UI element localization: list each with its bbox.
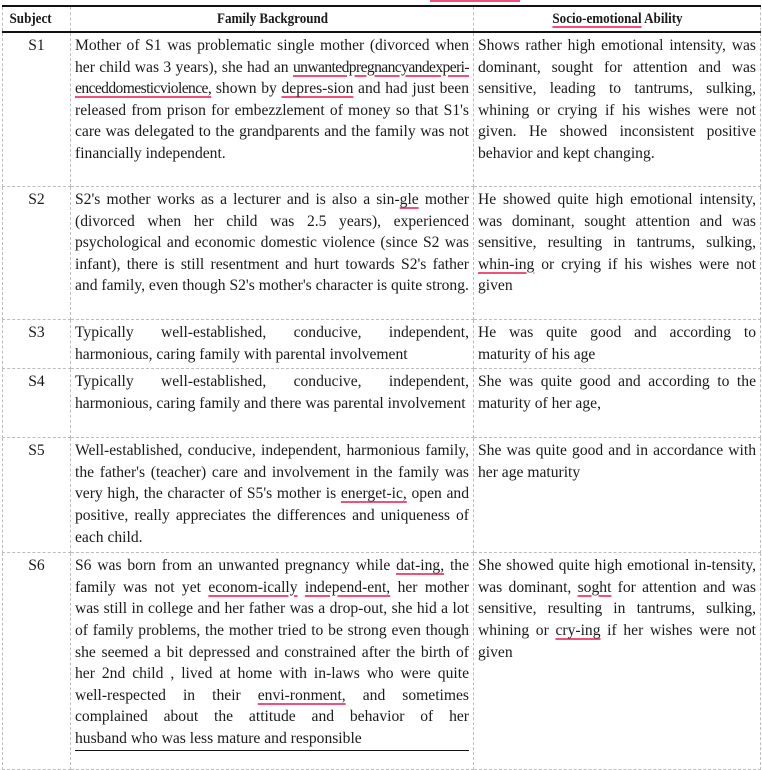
misspelled-word: cry-ing — [555, 621, 601, 639]
text-segment: open and positive, really appreciates the differences and uniqueness of each child. — [75, 485, 469, 546]
family-background-cell — [71, 369, 474, 438]
header-row — [3, 6, 761, 32]
text-segment: She was quite good and in accordance with her age maturity — [478, 442, 756, 481]
spellcheck-underline-mark — [430, 0, 520, 2]
subject-cell: S5 — [3, 438, 71, 553]
text-segment: and had just been released from prison for embezzlement of money so that S1's care was delegated to the grandparents and the family was not financially independent. — [75, 80, 470, 162]
text-segment: He showed quite high emotional intensity, was dominant, sought attention and was sensitive, resulting in tantrums, sulking, — [478, 191, 756, 252]
table-row — [3, 553, 761, 770]
socio-emotional-cell — [474, 553, 761, 770]
text-segment: or crying if his wishes were not given — [478, 255, 756, 295]
text-segment-last-line: husband who was less mature and responsible — [75, 728, 469, 751]
misspelled-word: econom-ically — [208, 578, 298, 596]
misspelled-word: soght — [577, 578, 612, 596]
text-segment: Typically well-established, conducive, independent, harmonious, caring family with parental involvement — [75, 324, 469, 363]
text-segment: for attention and was sensitive, resulting in tantrums, sulking, whining or — [478, 578, 757, 639]
text-segment: She was quite good and according to the maturity of her age, — [478, 373, 756, 412]
text-segment: He was quite good and according to maturity of his age — [478, 324, 756, 363]
socio-emotional-cell — [474, 438, 761, 553]
misspelled-word: gle — [399, 191, 419, 208]
text-segment: Mother of S1 was problematic single mother (divorced when her child was 3 years), she had an — [75, 37, 469, 76]
subject-cell: S1 — [3, 32, 71, 187]
family-background-cell — [71, 438, 474, 553]
text-segment — [298, 579, 305, 596]
table-row — [3, 32, 761, 187]
misspelled-word: envi-ronment, — [257, 686, 346, 704]
socio-emotional-cell — [474, 32, 761, 187]
table-row — [3, 320, 761, 369]
text-segment: her mother was still in college and her father was a drop-out, she hid a lot of family problems, the mother tried to be strong even though she seemed a bit depressed and constrained after the birth of her 2nd child , lived at home with in-laws who were quite well-respected in their — [75, 578, 469, 704]
misspelled-word: dat-ing, — [396, 557, 445, 575]
text-segment: and sometimes complained about the attitude and behavior of her — [75, 686, 469, 726]
header-subject: Subject — [6, 6, 67, 32]
misspelled-word: whin-ing — [478, 255, 535, 273]
socio-emotional-cell — [474, 369, 761, 438]
text-segment: Typically well-established, conducive, independent, harmonious, caring family and there was parental involvement — [75, 373, 469, 412]
subject-cell: S3 — [3, 320, 71, 369]
text-segment: shown by — [211, 80, 282, 98]
text-segment: mother (divorced when her child was 2.5 years), experienced psychological and economic domestic violence (since S2 was infant), there is still resentment and hurt towards S2's father and family, even though S2's mother's character is quite strong. — [75, 191, 469, 295]
family-background-cell — [71, 320, 474, 369]
misspelled-word: independ-ent, — [304, 578, 391, 596]
misspelled-word: energet-ic, — [340, 485, 407, 503]
table-row — [3, 438, 761, 553]
text-segment: Well-established, conducive, independent, harmonious family, the father's (teacher) care and involvement in the family was very high, the character of S5's mother is — [75, 442, 469, 503]
text-segment: S6 was born from an unwanted pregnancy while — [75, 557, 397, 575]
subject-cell: S6 — [3, 553, 71, 770]
text-segment: Shows rather high emotional intensity, was dominant, sought for attention and was sensitive, leading to tantrums, sulking, whining or crying if his wishes were not given. He showed inconsistent positive behavior and kept changing. — [478, 37, 756, 162]
text-segment: S2's mother works as a lecturer and is also a sin- — [75, 191, 400, 208]
header-socio-emotional-ability — [488, 6, 746, 32]
family-background-cell — [71, 187, 474, 320]
misspelled-word: unwantedpregnancyandexperi-enceddomesticviolence, — [75, 58, 469, 98]
table-row — [3, 369, 761, 438]
family-background-cell — [71, 32, 474, 187]
cropped-caption — [0, 0, 762, 2]
family-background-cell — [71, 553, 474, 770]
text-segment: the family was not yet — [75, 557, 470, 596]
text-segment: if her wishes were not given — [478, 621, 756, 661]
subjects-table — [2, 5, 761, 770]
socio-emotional-cell — [474, 320, 761, 369]
header-socio-emotional-word: Socio-emotional — [551, 10, 642, 27]
subject-cell: S4 — [3, 369, 71, 438]
text-segment: She showed quite high emotional in-tensity, was dominant, — [478, 557, 756, 596]
table-row — [3, 187, 761, 320]
header-family-background: Family Background — [91, 6, 454, 32]
socio-emotional-cell — [474, 187, 761, 320]
misspelled-word: depres-sion — [281, 80, 354, 98]
subject-cell: S2 — [3, 187, 71, 320]
header-ability-word: Ability — [641, 10, 683, 27]
